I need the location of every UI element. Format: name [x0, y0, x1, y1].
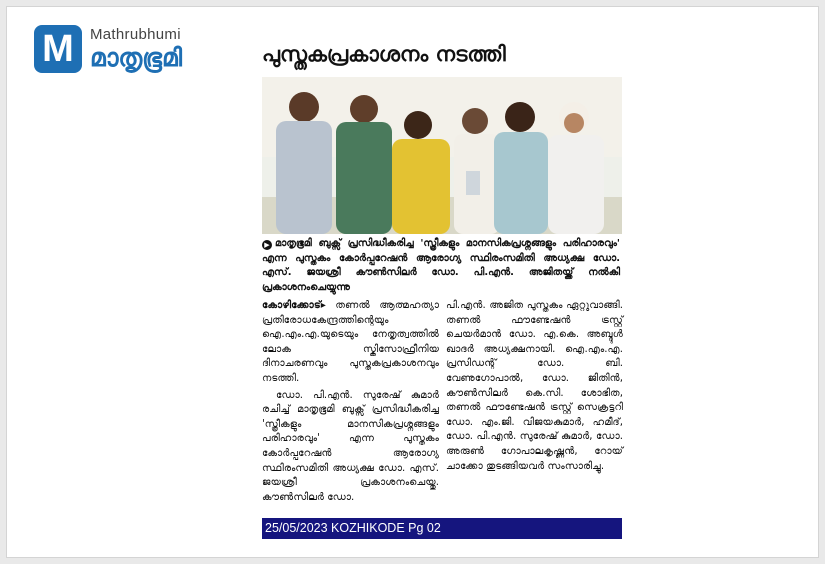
article-column-right	[446, 299, 623, 474]
logo-mark: M	[34, 25, 82, 73]
publication-date-bar: 25/05/2023 KOZHIKODE Pg 02	[262, 518, 622, 539]
mathrubhumi-logo	[34, 23, 244, 79]
logo-name-malayalam: മാതൃഭൂമി	[90, 43, 183, 72]
article-paragraph-2: ഡോ. പി.എൻ. സുരേഷ് കുമാർ രചിച്ച് മാതൃഭൂമി ബുക്സ് പ്രസിദ്ധീകരിച്ച 'സ്ത്രീകളും മാനസികപ്രശ്നങ്ങളും പരിഹാരവും' എന്ന പുസ്തകം കോർപ്പറേഷൻ ആരോഗ്യ സ്ഥിരംസമിതി അധ്യക്ഷ ഡോ. എസ്. ജയശ്രീ പ്രകാശനംചെയ്തു. കൗൺസിലർ ഡോ.	[262, 389, 439, 503]
logo-name-english: Mathrubhumi	[90, 26, 181, 43]
article-paragraph-1	[262, 299, 439, 387]
photo-caption-text: മാതൃഭൂമി ബുക്സ് പ്രസിദ്ധീകരിച്ച 'സ്ത്രീകളും മാനസികപ്രശ്നങ്ങളും പരിഹാരവും' എന്ന പുസ്തകം കോർപ്പറേഷൻ ആരോഗ്യ സ്ഥിരംസമിതി അധ്യക്ഷ ഡോ. എസ്. ജയശ്രീ കൗൺസിലർ ഡോ. പി.എൻ. അജിതയ്ക്ക് നൽകി പ്രകാശനംചെയ്യുന്നു	[262, 238, 620, 293]
article-column-left	[262, 299, 439, 505]
article-paragraph-3: പി.എൻ. അജിത പുസ്തകം ഏറ്റുവാങ്ങി. തണൽ ഫൗണ്ടേഷൻ ട്രസ്റ്റ് ചെയർമാൻ ഡോ. എ.കെ. അബ്ദുൾ ഖാദർ അധ്യക്ഷനായി. ഐ.എം.എ. പ്രസിഡന്റ് ഡോ. ബി. വേണുഗോപാൽ, ഡോ. ജിതിൻ, കൗൺസിലർ കെ.സി. ശോഭിത, തണൽ ഫൗണ്ടേഷൻ ട്രസ്റ്റ് സെക്രട്ടറി ഡോ. എം.ജി. വിജയകുമാർ, ഹമീദ്, ഡോ. പി.എൻ. സുരേഷ് കുമാർ, ഡോ. അരുൺ ഗോപാലകൃഷ്ണൻ, റോയ് ചാക്കോ തുടങ്ങിയവർ സംസാരിച്ചു.	[446, 300, 623, 472]
article-headline: പുസ്തകപ്രകാശനം നടത്തി	[262, 42, 506, 66]
play-icon: ▶	[262, 240, 272, 250]
event-photo-illustration	[262, 77, 622, 234]
article-photo	[262, 77, 622, 234]
paragraph-1-text: തണൽ ആത്മഹത്യാ പ്രതിരോധകേന്ദ്രത്തിന്റെയും ഐ.എം.എ.യുടെയും നേതൃത്വത്തിൽ ലോക സ്കിസോഫ്രീനിയ ദിനാചരണവും പുസ്തകപ്രകാശനവും നടത്തി.	[262, 300, 439, 384]
photo-caption	[262, 237, 620, 295]
dateline: കോഴിക്കോട്▸	[262, 300, 326, 311]
clipping-page	[6, 6, 819, 558]
